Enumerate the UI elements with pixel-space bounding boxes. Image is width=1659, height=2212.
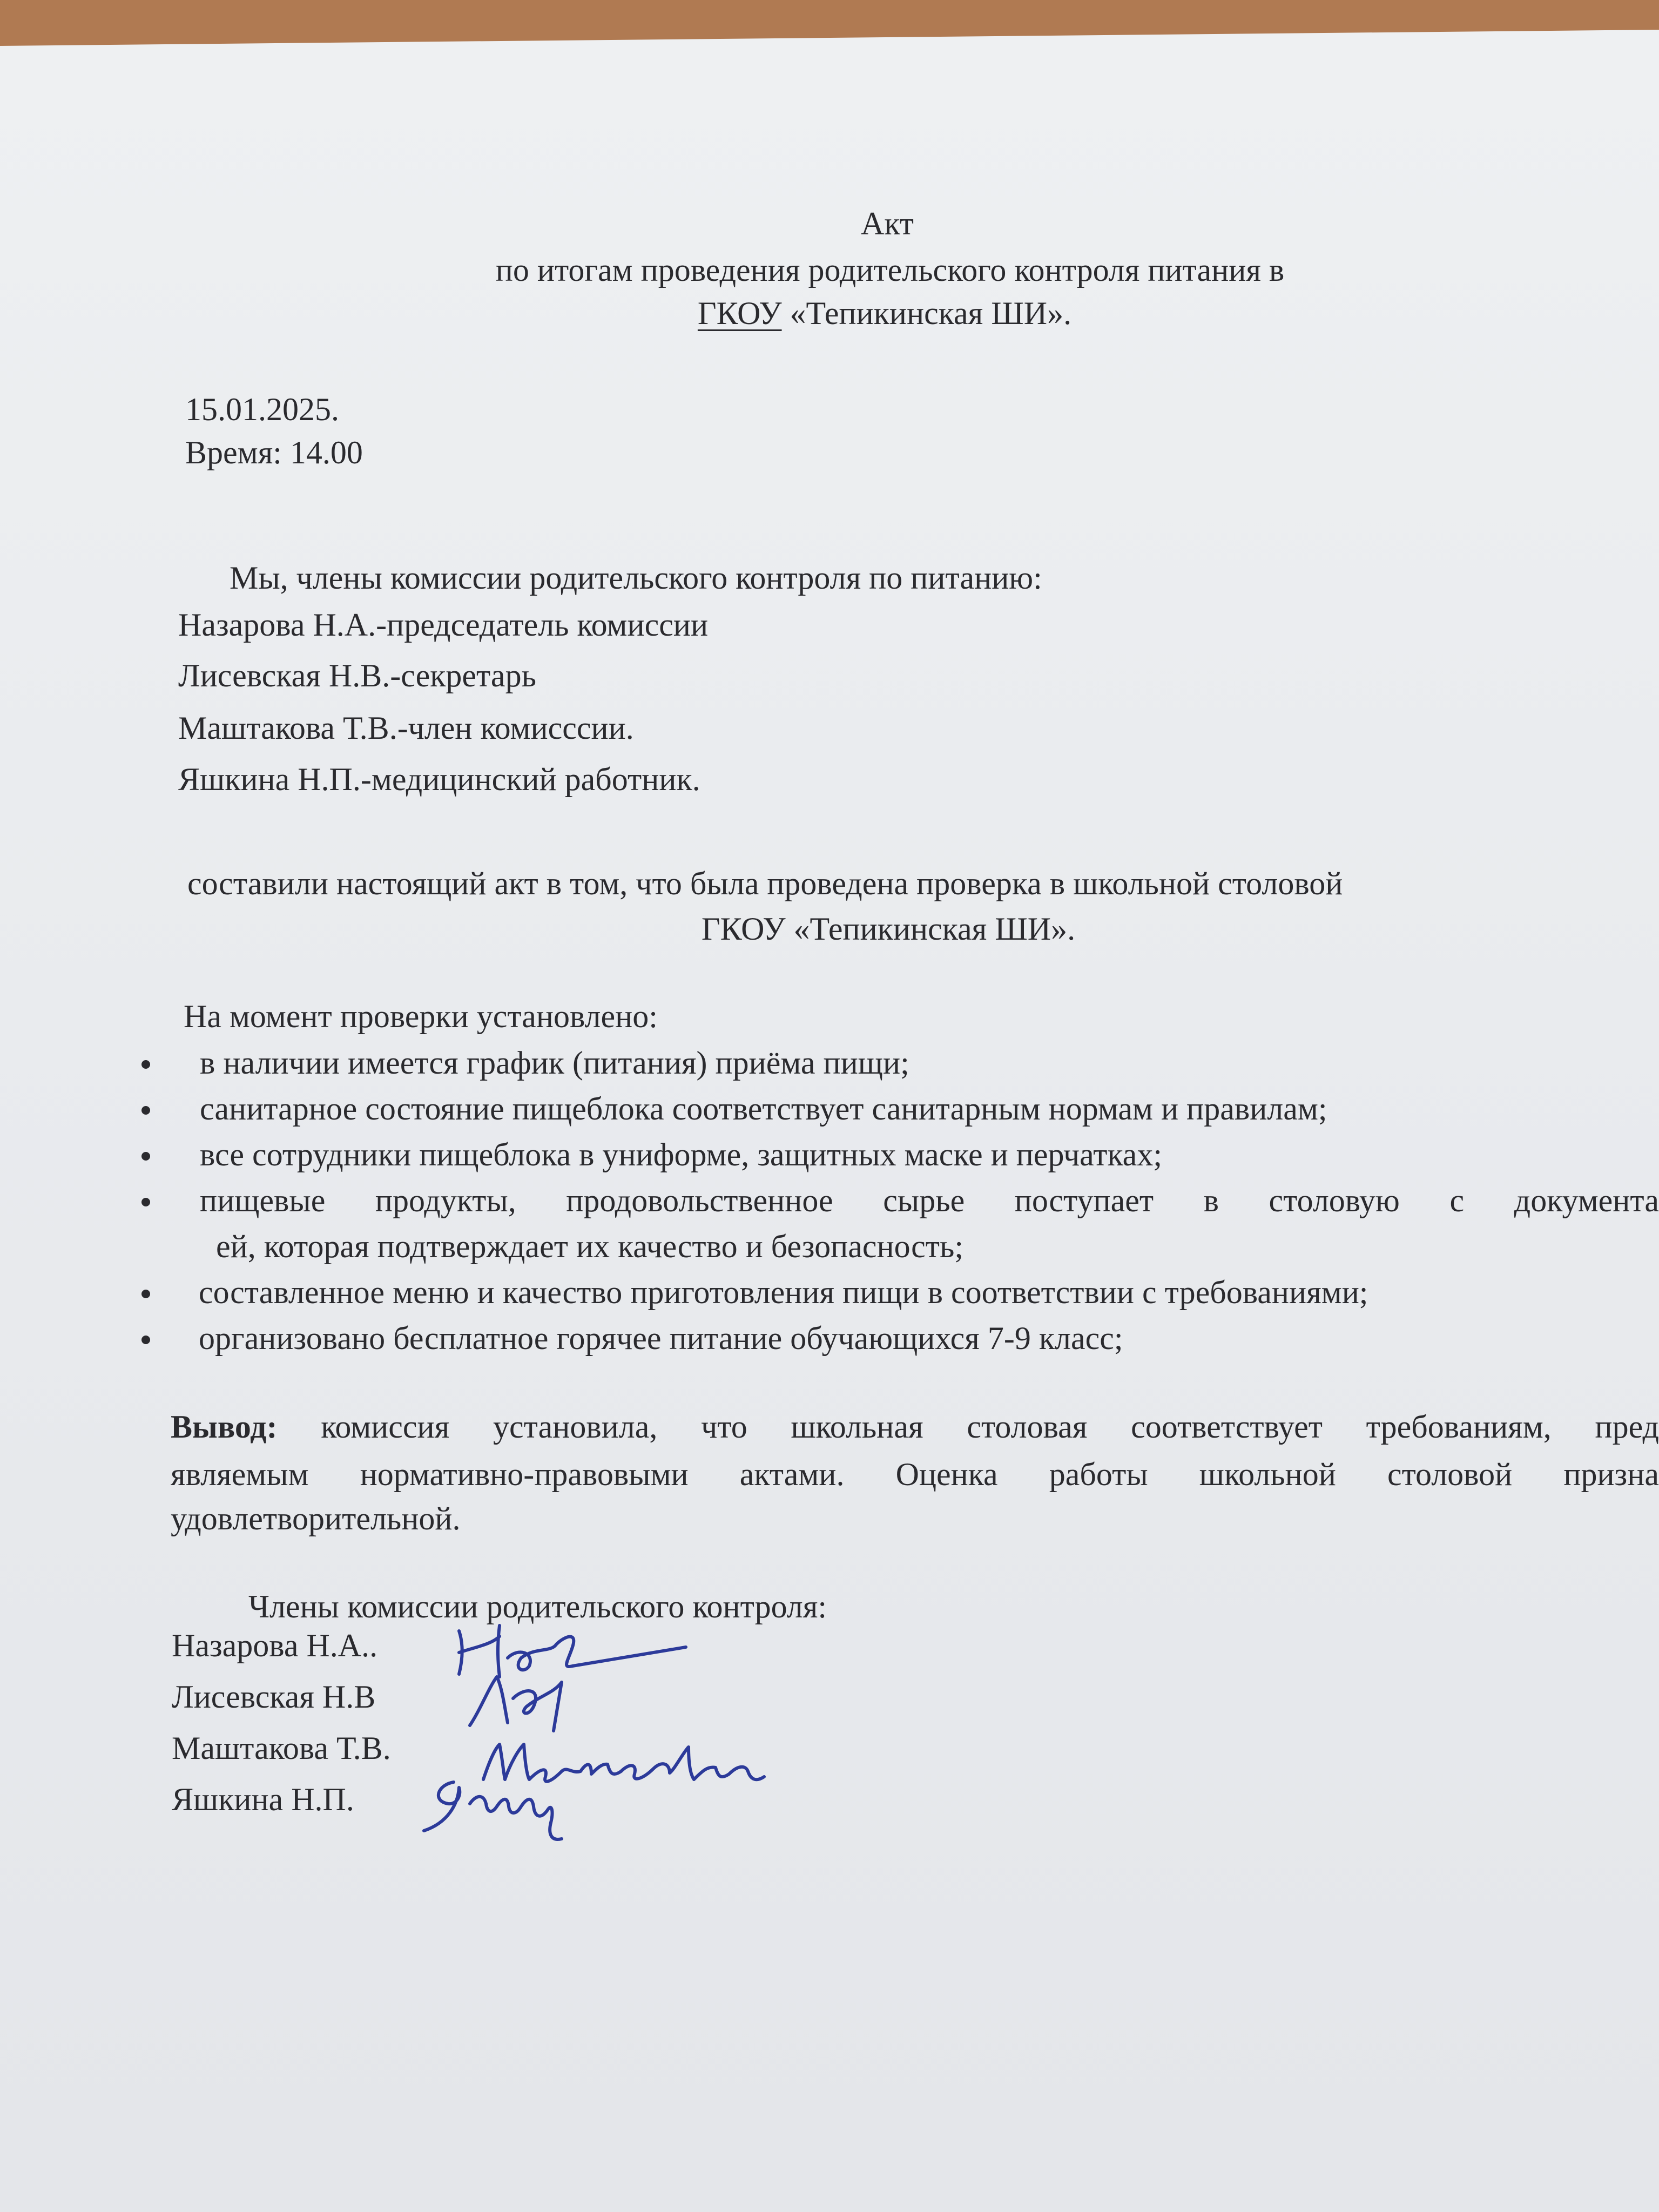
finding-item-continuation: ей, которая подтверждает их качество и безопасность; (216, 1229, 963, 1264)
act-subtitle: по итогам проведения родительского контроля питания в (495, 252, 1285, 288)
member-line: Назарова Н.А.-председатель комиссии (178, 607, 709, 643)
statement-organization: ГКОУ «Тепикинская ШИ». (701, 911, 1076, 947)
finding-item: организовано бесплатное горячее питание обучающихся 7-9 класс; (199, 1320, 1123, 1356)
signatory-name: Яшкина Н.П. (172, 1782, 354, 1817)
signatory-name: Маштакова Т.В. (172, 1730, 391, 1766)
bullet-marker (141, 1336, 150, 1344)
act-organization (698, 297, 1071, 329)
finding-item: все сотрудники пищеблока в униформе, защитных маске и перчатках; (200, 1137, 1162, 1172)
finding-item: в наличии имеется график (питания) приёма пищи; (200, 1045, 909, 1081)
bullet-marker (141, 1106, 150, 1115)
signatures-heading: Члены комиссии родительского контроля: (248, 1589, 827, 1624)
finding-item: составленное меню и качество приготовления пищи в соответствии с требованиями; (199, 1274, 1368, 1310)
act-time: Время: 14.00 (185, 435, 363, 470)
member-line: Маштакова Т.В.-член комисссии. (178, 710, 634, 746)
organization-abbreviation: ГКОУ (697, 295, 782, 331)
conclusion-text: комиссия установила, что школьная столовая соответствует требованиям, пред (277, 1409, 1659, 1445)
statement-line: составили настоящий акт в том, что была проведена проверка в школьной столовой (187, 866, 1343, 901)
bullet-marker (141, 1152, 150, 1161)
conclusion-line: удовлетворительной. (171, 1501, 461, 1536)
commission-intro: Мы, члены комиссии родительского контроля по питанию: (230, 560, 1042, 596)
member-line: Яшкина Н.П.-медицинский работник. (178, 761, 700, 797)
act-date: 15.01.2025. (185, 392, 339, 427)
act-title: Акт (861, 206, 914, 241)
finding-item: санитарное состояние пищеблока соответствует санитарным нормам и правилам; (200, 1091, 1327, 1127)
conclusion-line (171, 1411, 1659, 1443)
signature-yashkina (416, 1771, 589, 1847)
bullet-marker (141, 1198, 150, 1206)
finding-item: пищевые продукты, продовольственное сырье поступает в столовую с документа (200, 1183, 1659, 1218)
signature-lisevskaya (459, 1666, 599, 1736)
member-line: Лисевская Н.В.-секретарь (178, 658, 536, 693)
organization-name: «Тепикинская ШИ». (781, 295, 1072, 331)
bullet-marker (141, 1290, 150, 1298)
conclusion-line: являемым нормативно-правовыми актами. Оценка работы школьной столовой призна (171, 1456, 1659, 1492)
conclusion-label: Вывод: (171, 1409, 278, 1445)
bullet-marker (141, 1060, 150, 1069)
signatory-name: Лисевская Н.В (172, 1679, 376, 1715)
findings-intro: На момент проверки установлено: (184, 999, 658, 1034)
signatory-name: Назарова Н.А.. (172, 1628, 378, 1663)
